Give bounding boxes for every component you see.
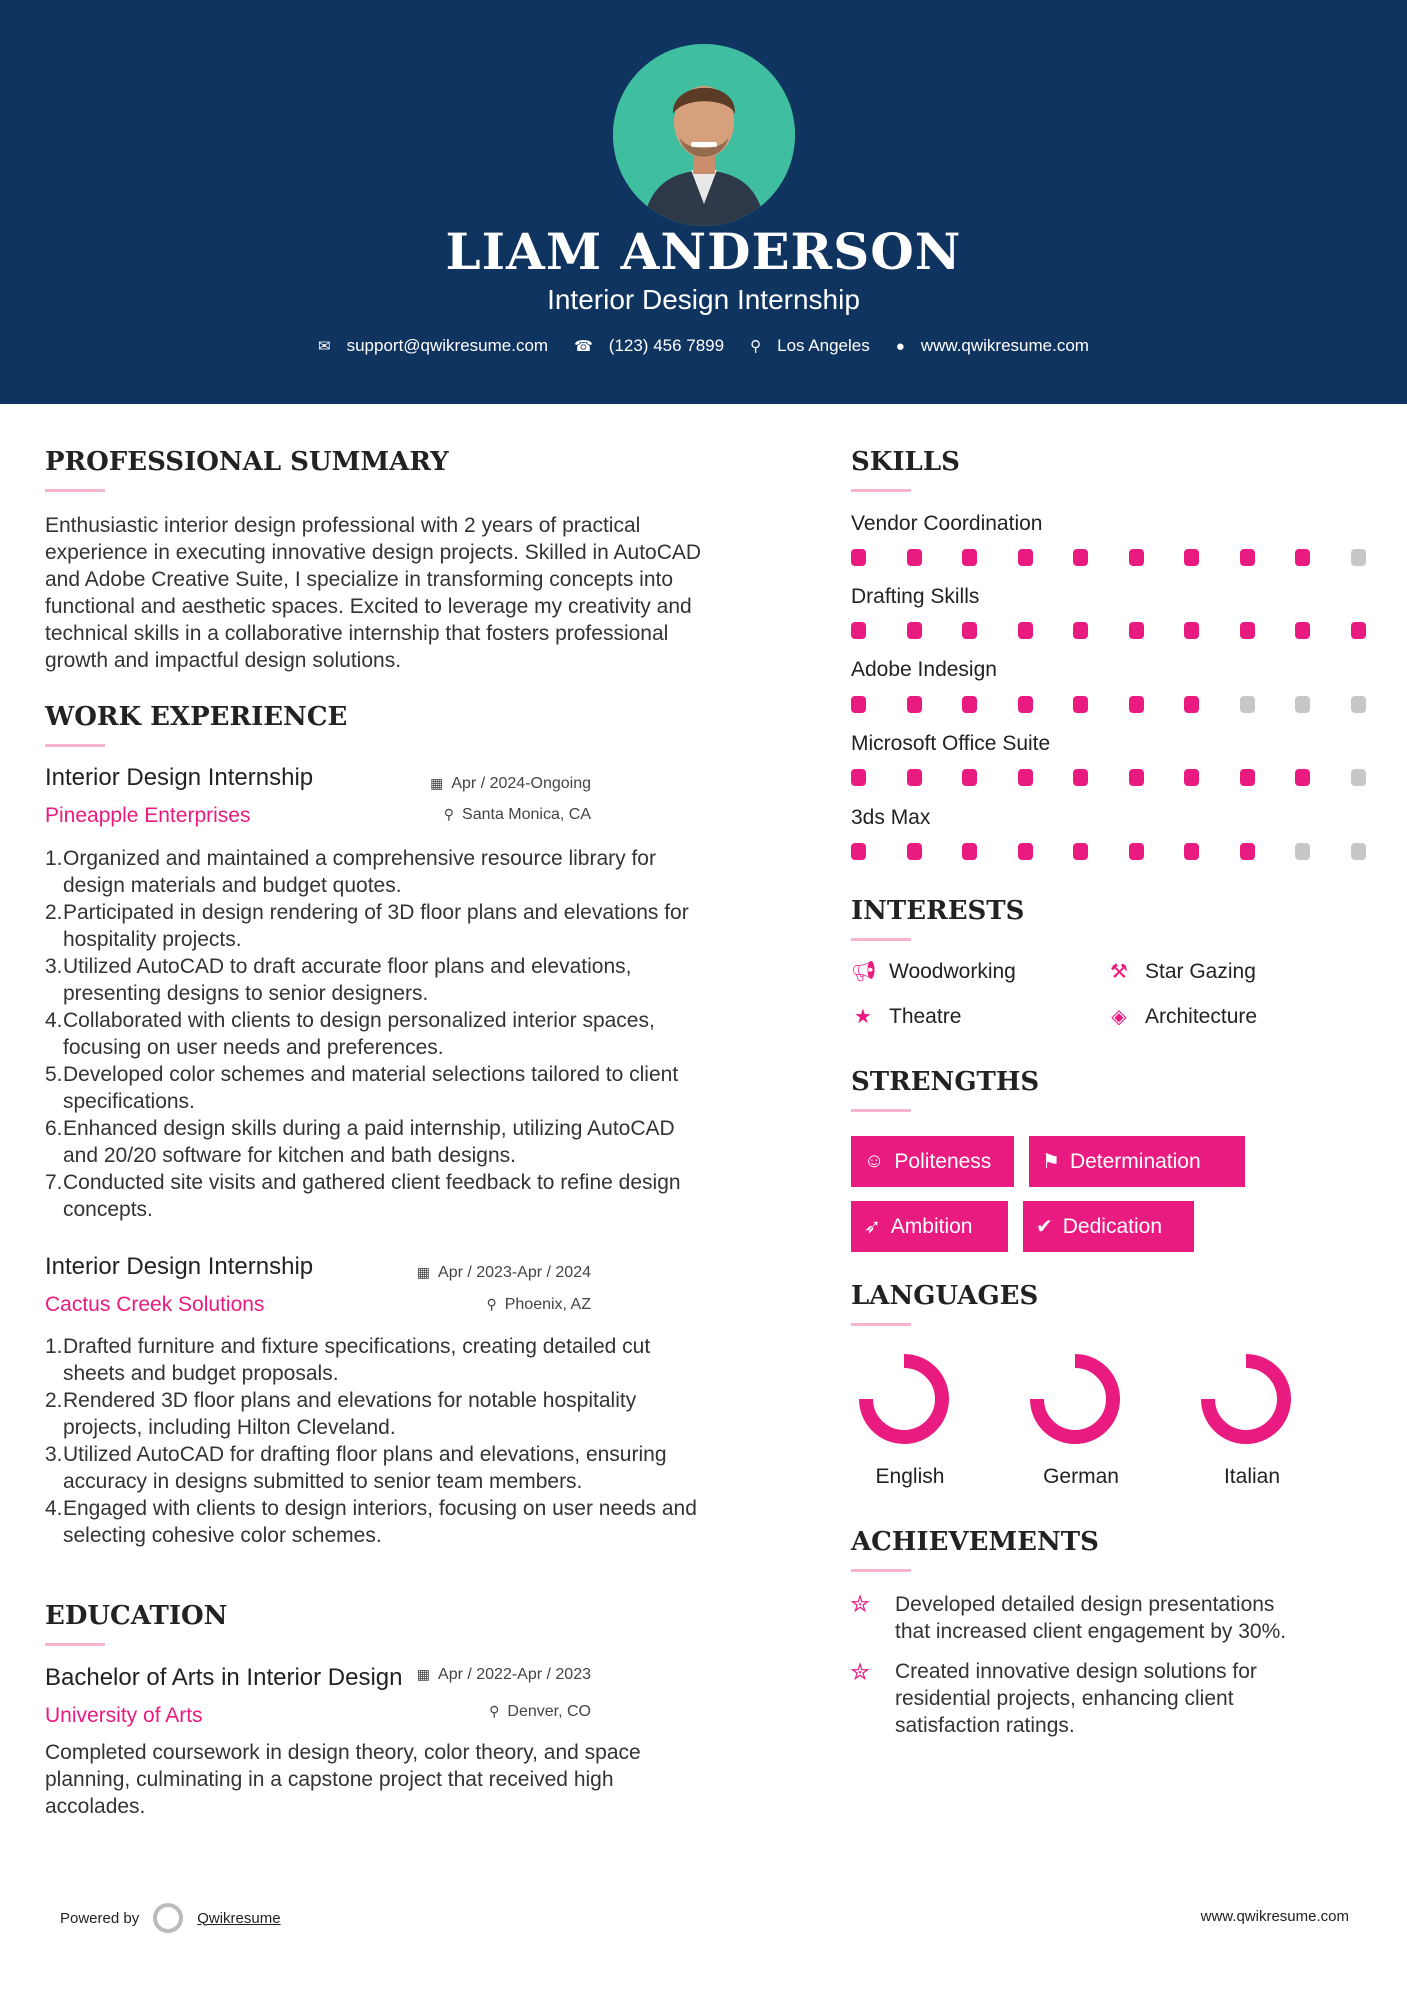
achievement-item bbox=[895, 1591, 1375, 1645]
skill-name: Microsoft Office Suite bbox=[851, 732, 1051, 755]
language-label: Italian bbox=[1223, 1465, 1281, 1488]
list-number: 6. bbox=[45, 1117, 63, 1140]
skill-dot-filled bbox=[851, 769, 866, 786]
list-item bbox=[45, 953, 689, 1007]
list-item bbox=[45, 1441, 697, 1495]
edu-location-text: Denver, CO bbox=[507, 1703, 591, 1720]
list-number: 2. bbox=[45, 901, 63, 924]
skill-dot-filled bbox=[1184, 696, 1199, 713]
list-line: Developed color schemes and material selections tailored to client bbox=[63, 1063, 679, 1086]
list-line: Conducted site visits and gathered client feedback to refine design bbox=[63, 1171, 681, 1194]
list-item bbox=[45, 1387, 697, 1441]
gavel-icon: ⚒ bbox=[1110, 961, 1128, 983]
qwikresume-logo-icon bbox=[153, 1903, 183, 1933]
skill-name: 3ds Max bbox=[851, 806, 931, 829]
powered-by-text: Powered by bbox=[60, 1909, 140, 1927]
section-rule bbox=[851, 938, 911, 941]
check-circle-icon: ✔ bbox=[1036, 1216, 1053, 1238]
list-line: specifications. bbox=[63, 1090, 195, 1113]
skill-dot-filled bbox=[1073, 769, 1088, 786]
list-line: Participated in design rendering of 3D floor plans and elevations for bbox=[63, 901, 689, 924]
pin-icon: ⚲ bbox=[486, 1296, 497, 1312]
footer-powered-by bbox=[60, 1903, 281, 1933]
skill-dot-filled bbox=[907, 769, 922, 786]
list-line: projects, including Hilton Cleveland. bbox=[63, 1416, 396, 1439]
achievement-line: satisfaction ratings. bbox=[895, 1714, 1075, 1737]
skill-dot-filled bbox=[1295, 549, 1310, 566]
skill-dot-filled bbox=[851, 549, 866, 566]
skill-dot-filled bbox=[1129, 549, 1144, 566]
contact-email[interactable] bbox=[318, 336, 548, 356]
edu-date-text: Apr / 2022-Apr / 2023 bbox=[438, 1666, 591, 1683]
interest-label: Architecture bbox=[1145, 1004, 1258, 1028]
list-line: Collaborated with clients to design personalized interior spaces, bbox=[63, 1009, 655, 1032]
skill-name: Drafting Skills bbox=[851, 585, 980, 608]
job-title: Interior Design Internship bbox=[45, 1253, 314, 1280]
job-date bbox=[430, 775, 591, 793]
list-number: 1. bbox=[45, 847, 63, 870]
interest-item bbox=[851, 1004, 961, 1029]
education-line: planning, culminating in a capstone project that received high bbox=[45, 1768, 614, 1791]
achievement-line: Developed detailed design presentations bbox=[895, 1593, 1275, 1616]
skill-dot-filled bbox=[962, 843, 977, 860]
list-number: 4. bbox=[45, 1009, 63, 1032]
skill-dot-filled bbox=[1240, 769, 1255, 786]
skill-dot-empty bbox=[1295, 843, 1310, 860]
strength-label: Politeness bbox=[894, 1149, 992, 1173]
education-line: Completed coursework in design theory, color theory, and space bbox=[45, 1741, 641, 1764]
section-title-education: EDUCATION bbox=[45, 1601, 228, 1631]
section-title-skills: SKILLS bbox=[851, 447, 960, 477]
calendar-icon: ▦ bbox=[430, 775, 444, 791]
skill-dot-filled bbox=[1018, 843, 1033, 860]
edu-location bbox=[489, 1703, 591, 1721]
skill-dot-empty bbox=[1295, 696, 1310, 713]
list-number: 1. bbox=[45, 1335, 63, 1358]
skill-dot-filled bbox=[851, 696, 866, 713]
job-company: Pineapple Enterprises bbox=[45, 804, 251, 827]
list-line: Utilized AutoCAD to draft accurate floor plans and elevations, bbox=[63, 955, 632, 978]
smile-icon: ☺ bbox=[864, 1150, 885, 1172]
language-ring bbox=[1026, 1350, 1124, 1448]
strength-label: Dedication bbox=[1062, 1214, 1162, 1238]
contact-bar bbox=[0, 336, 1407, 356]
skill-dot-filled bbox=[907, 622, 922, 639]
education-text bbox=[45, 1739, 641, 1820]
resume-header bbox=[0, 0, 1407, 404]
skill-dot-filled bbox=[1018, 622, 1033, 639]
edu-date bbox=[417, 1666, 591, 1684]
achievement-line: residential projects, enhancing client bbox=[895, 1687, 1234, 1710]
pin-icon: ⚲ bbox=[443, 806, 455, 822]
skill-dot-filled bbox=[907, 696, 922, 713]
skill-dot-filled bbox=[1240, 843, 1255, 860]
envelope-icon: ✉ bbox=[318, 338, 331, 355]
skill-dot-filled bbox=[1018, 769, 1033, 786]
job-bullets bbox=[45, 1333, 697, 1549]
calendar-icon: ▦ bbox=[416, 1666, 431, 1682]
skill-dot-filled bbox=[1018, 696, 1033, 713]
summary-line: Enthusiastic interior design professional with 2 years of practical bbox=[45, 514, 641, 537]
skill-rating bbox=[851, 843, 1371, 861]
skill-dot-filled bbox=[1129, 622, 1144, 639]
job-date-text: Apr / 2023-Apr / 2024 bbox=[438, 1264, 591, 1281]
list-item bbox=[45, 1333, 697, 1387]
skill-dot-filled bbox=[1240, 622, 1255, 639]
skill-rating bbox=[851, 769, 1371, 787]
section-rule bbox=[851, 1323, 911, 1326]
candidate-role: Interior Design Internship bbox=[547, 284, 860, 315]
list-number: 3. bbox=[45, 1443, 63, 1466]
degree-title: Bachelor of Arts in Interior Design bbox=[45, 1664, 403, 1691]
skill-dot-filled bbox=[907, 843, 922, 860]
list-line: Engaged with clients to design interiors, focusing on user needs and bbox=[63, 1497, 697, 1520]
section-rule bbox=[851, 489, 911, 492]
skill-dot-empty bbox=[1351, 696, 1366, 713]
list-line: Rendered 3D floor plans and elevations for notable hospitality bbox=[63, 1389, 637, 1412]
job-date bbox=[417, 1264, 591, 1282]
skill-dot-filled bbox=[1240, 549, 1255, 566]
strength-badge bbox=[851, 1136, 1014, 1187]
pin-icon: ⚲ bbox=[489, 1703, 500, 1719]
shooting-star-icon: ✮ bbox=[850, 1591, 871, 1618]
achievement-item bbox=[895, 1658, 1375, 1739]
school-name: University of Arts bbox=[45, 1704, 203, 1727]
list-item bbox=[45, 845, 689, 899]
list-line: design materials and budget quotes. bbox=[63, 874, 402, 897]
skill-dot-empty bbox=[1351, 843, 1366, 860]
list-line: Organized and maintained a comprehensive resource library for bbox=[63, 847, 656, 870]
section-rule bbox=[851, 1569, 911, 1572]
website-text: www.qwikresume.com bbox=[920, 336, 1089, 355]
language-label: English bbox=[875, 1465, 945, 1488]
skill-dot-filled bbox=[1073, 696, 1088, 713]
list-line: concepts. bbox=[63, 1198, 153, 1221]
achievement-line: Created innovative design solutions for bbox=[895, 1660, 1257, 1683]
language-ring bbox=[1197, 1350, 1295, 1448]
skill-rating bbox=[851, 696, 1371, 714]
list-line: Enhanced design skills during a paid internship, utilizing AutoCAD bbox=[63, 1117, 675, 1140]
skill-dot-filled bbox=[1018, 549, 1033, 566]
skill-dot-filled bbox=[1129, 769, 1144, 786]
summary-line: and Adobe Creative Suite, I specialize in transforming concepts into bbox=[45, 568, 674, 591]
skill-dot-filled bbox=[1295, 622, 1310, 639]
skill-dot-filled bbox=[907, 549, 922, 566]
skill-dot-filled bbox=[1129, 696, 1144, 713]
phone-text: (123) 456 7899 bbox=[608, 336, 725, 355]
skill-name: Vendor Coordination bbox=[851, 512, 1043, 535]
list-number: 7. bbox=[45, 1171, 63, 1194]
skill-dot-filled bbox=[962, 622, 977, 639]
section-title-experience: WORK EXPERIENCE bbox=[45, 702, 348, 732]
skill-dot-filled bbox=[851, 622, 866, 639]
calendar-icon: ▦ bbox=[416, 1264, 431, 1280]
skill-dot-filled bbox=[962, 696, 977, 713]
list-number: 3. bbox=[45, 955, 63, 978]
map-marker-icon: ⚲ bbox=[750, 338, 762, 355]
contact-location bbox=[750, 336, 870, 356]
list-line: focusing on user needs and preferences. bbox=[63, 1036, 444, 1059]
achievement-line: that increased client engagement by 30%. bbox=[895, 1620, 1287, 1643]
language-ring bbox=[855, 1350, 953, 1448]
skill-dot-filled bbox=[1129, 843, 1144, 860]
list-number: 2. bbox=[45, 1389, 63, 1412]
interest-label: Star Gazing bbox=[1145, 959, 1256, 983]
section-title-languages: LANGUAGES bbox=[851, 1281, 1039, 1311]
job-date-text: Apr / 2024-Ongoing bbox=[451, 775, 591, 792]
shooting-star-icon: ✮ bbox=[850, 1659, 871, 1686]
list-item bbox=[45, 1061, 689, 1115]
skill-dot-filled bbox=[1073, 549, 1088, 566]
skill-dot-empty bbox=[1240, 696, 1255, 713]
language-level-arc bbox=[1208, 1361, 1284, 1437]
contact-phone[interactable] bbox=[574, 336, 724, 356]
list-line: sheets and budget proposals. bbox=[63, 1362, 339, 1385]
strength-badge bbox=[851, 1201, 1008, 1252]
job-location bbox=[486, 1296, 591, 1314]
list-number: 5. bbox=[45, 1063, 63, 1086]
interest-label: Woodworking bbox=[889, 959, 1016, 983]
skill-dot-empty bbox=[1351, 769, 1366, 786]
list-line: and 20/20 software for kitchen and bath designs. bbox=[63, 1144, 516, 1167]
language-level-arc bbox=[1037, 1361, 1113, 1437]
location-text: Los Angeles bbox=[777, 336, 870, 355]
list-line: accuracy in designs submitted to senior team members. bbox=[63, 1470, 583, 1493]
skill-rating bbox=[851, 549, 1371, 567]
summary-line: experience in executing innovative design projects. Skilled in AutoCAD bbox=[45, 541, 702, 564]
globe-icon: ● bbox=[895, 337, 905, 355]
skill-dot-filled bbox=[1073, 622, 1088, 639]
qwikresume-link[interactable]: Qwikresume bbox=[197, 1909, 281, 1927]
section-rule bbox=[45, 489, 105, 492]
summary-line: growth and impactful design solutions. bbox=[45, 649, 402, 672]
list-line: Utilized AutoCAD for drafting floor plans and elevations, ensuring bbox=[63, 1443, 667, 1466]
skill-dot-filled bbox=[1073, 843, 1088, 860]
job-location-text: Santa Monica, CA bbox=[462, 806, 591, 823]
strength-label: Ambition bbox=[890, 1214, 973, 1238]
skill-dot-filled bbox=[962, 549, 977, 566]
list-line: selecting cohesive color schemes. bbox=[63, 1524, 382, 1547]
list-line: Drafted furniture and fixture specifications, creating detailed cut bbox=[63, 1335, 651, 1358]
interest-item bbox=[851, 959, 1016, 984]
language-label: German bbox=[1043, 1465, 1119, 1488]
job-bullets bbox=[45, 845, 689, 1223]
skill-dot-filled bbox=[1184, 769, 1199, 786]
list-item bbox=[45, 1115, 689, 1169]
section-title-interests: INTERESTS bbox=[851, 896, 1025, 926]
skill-name: Adobe Indesign bbox=[851, 658, 997, 681]
list-item bbox=[45, 1007, 689, 1061]
skill-dot-filled bbox=[1184, 843, 1199, 860]
list-item bbox=[45, 899, 689, 953]
skill-dot-filled bbox=[1184, 622, 1199, 639]
ticket-icon: ◈ bbox=[1111, 1006, 1127, 1028]
skill-dot-filled bbox=[851, 843, 866, 860]
education-line: accolades. bbox=[45, 1795, 146, 1818]
section-rule bbox=[851, 1109, 911, 1112]
interest-label: Theatre bbox=[889, 1004, 962, 1028]
strength-badge bbox=[1029, 1136, 1245, 1187]
section-rule bbox=[45, 1643, 105, 1646]
candidate-name: LIAM ANDERSON bbox=[445, 222, 962, 281]
list-item bbox=[45, 1495, 697, 1549]
list-line: presenting designs to senior designers. bbox=[63, 982, 429, 1005]
job-title: Interior Design Internship bbox=[45, 764, 314, 791]
list-number: 4. bbox=[45, 1497, 63, 1520]
list-line: hospitality projects. bbox=[63, 928, 242, 951]
language-level-arc bbox=[866, 1361, 942, 1437]
job-company: Cactus Creek Solutions bbox=[45, 1293, 265, 1316]
skill-dot-empty bbox=[1351, 549, 1366, 566]
skill-dot-filled bbox=[1295, 769, 1310, 786]
interest-item bbox=[1107, 959, 1256, 984]
list-item bbox=[45, 1169, 689, 1223]
profile-photo bbox=[613, 44, 795, 226]
strength-label: Determination bbox=[1069, 1149, 1201, 1173]
contact-website[interactable] bbox=[896, 336, 1089, 356]
email-text: support@qwikresume.com bbox=[346, 336, 549, 355]
avatar bbox=[613, 44, 795, 226]
megaphone-icon: 📢︎ bbox=[851, 961, 877, 983]
interest-item bbox=[1107, 1004, 1257, 1029]
section-title-summary: PROFESSIONAL SUMMARY bbox=[45, 447, 449, 477]
skill-rating bbox=[851, 622, 1371, 640]
footer-url[interactable]: www.qwikresume.com bbox=[1200, 1908, 1349, 1925]
job-location-text: Phoenix, AZ bbox=[504, 1296, 591, 1313]
job-location bbox=[444, 806, 591, 824]
star-icon: ★ bbox=[854, 1006, 872, 1028]
flag-icon: ⚑ bbox=[1042, 1151, 1060, 1173]
section-title-achievements: ACHIEVEMENTS bbox=[851, 1527, 1099, 1557]
skill-dot-filled bbox=[1184, 549, 1199, 566]
summary-text bbox=[45, 512, 701, 674]
summary-line: technical skills in a collaborative internship that fosters professional bbox=[45, 622, 669, 645]
skill-dot-filled bbox=[1351, 622, 1366, 639]
skill-dot-filled bbox=[962, 769, 977, 786]
strength-badge bbox=[1023, 1201, 1194, 1252]
summary-line: functional and aesthetic spaces. Excited to leverage my creativity and bbox=[45, 595, 692, 618]
rocket-icon: ➶ bbox=[864, 1216, 881, 1238]
phone-icon: ☎ bbox=[574, 338, 593, 355]
section-rule bbox=[45, 744, 105, 747]
section-title-strengths: STRENGTHS bbox=[851, 1067, 1040, 1097]
